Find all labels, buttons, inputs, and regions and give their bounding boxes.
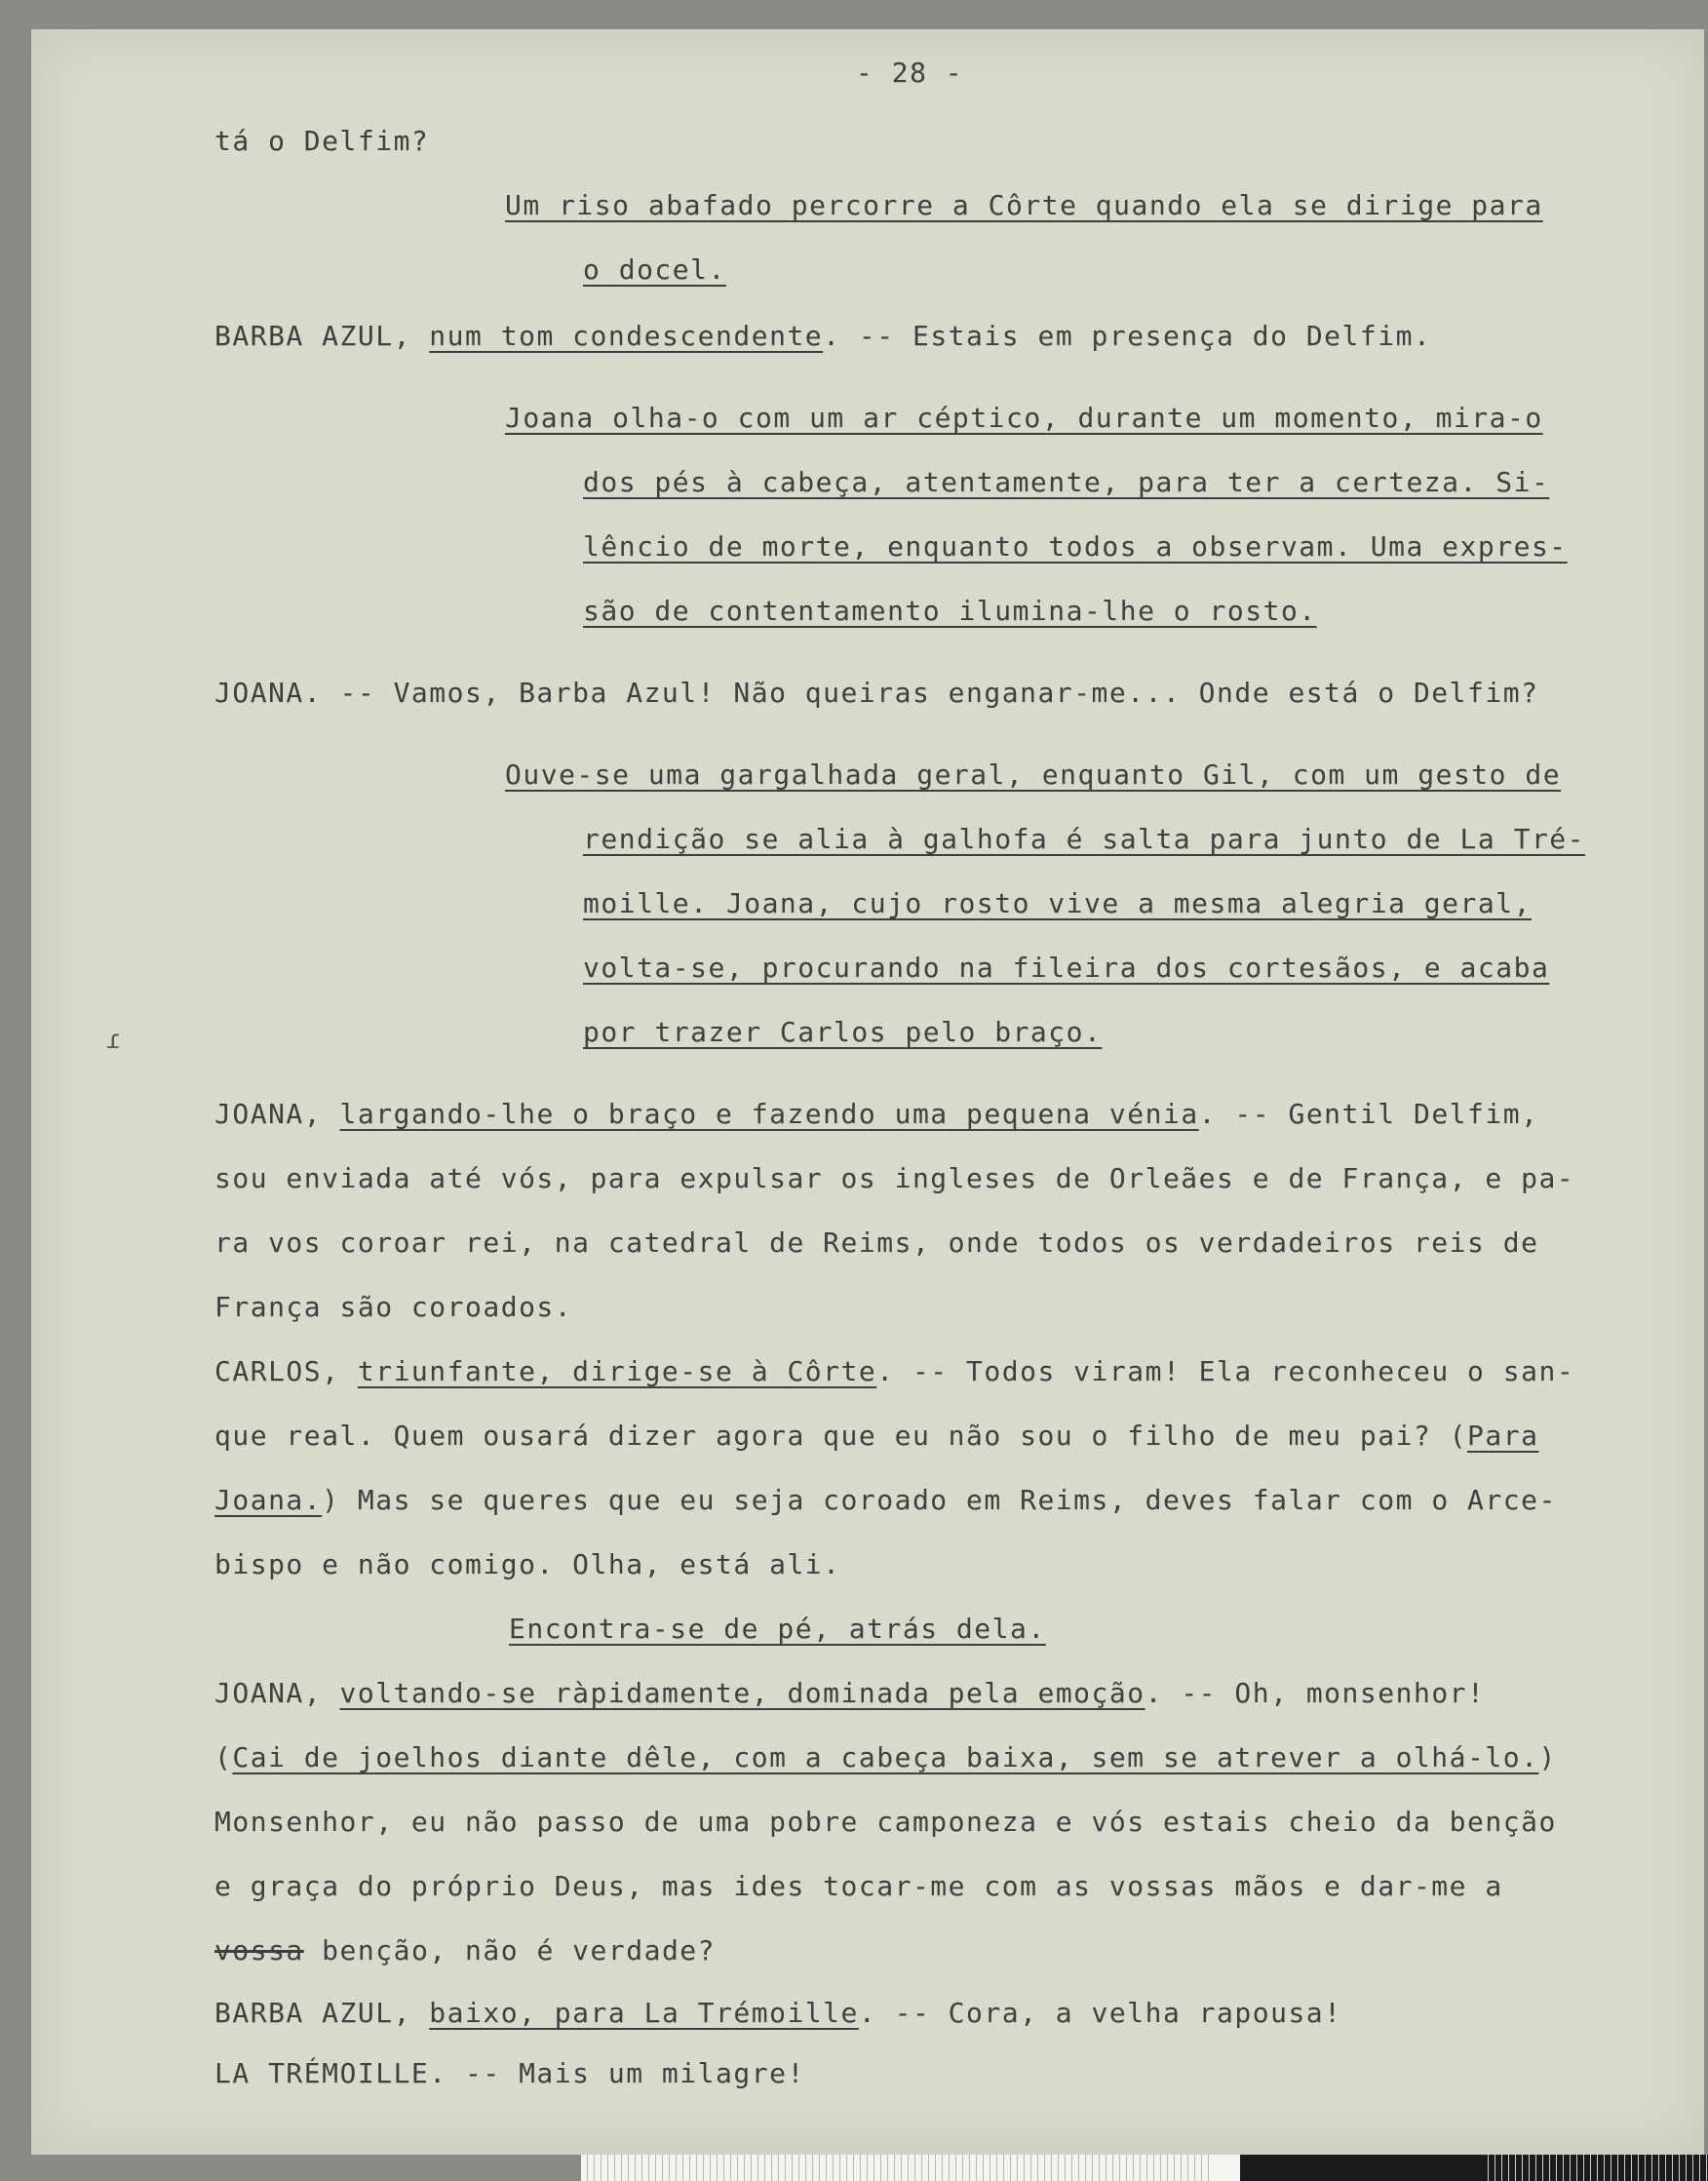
- dialogue-line: Monsenhor, eu não passo de uma pobre camponeza e vós estais cheio da benção: [214, 1806, 1557, 1838]
- stage-direction-line: Joana olha-o com um ar céptico, durante um momento, mira-o: [505, 402, 1543, 434]
- text-line: tá o Delfim?: [214, 125, 430, 157]
- dialogue-line: LA TRÉMOILLE. -- Mais um milagre!: [214, 2057, 805, 2089]
- color-scale-ticks: [1482, 2155, 1708, 2181]
- dialogue-line: CARLOS, triunfante, dirige-se à Côrte. -- Todos viram! Ela reconheceu o san-: [214, 1355, 1575, 1387]
- stage-direction-line: o docel.: [583, 253, 726, 286]
- stage-direction-line: Ouve-se uma gargalhada geral, enquanto Gil, com um gesto de: [505, 759, 1562, 791]
- dialogue-line: BARBA AZUL, num tom condescendente. -- Estais em presença do Delfim.: [214, 320, 1432, 352]
- stage-direction-line: são de contentamento ilumina-lhe o rosto.: [583, 595, 1317, 627]
- color-scale-gap: [1215, 2155, 1240, 2181]
- struck-word: vossa: [214, 1934, 304, 1967]
- dialogue-line: Joana.) Mas se queres que eu seja coroado em Reims, deves falar com o Arce-: [214, 1484, 1557, 1516]
- dialogue-line: (Cai de joelhos diante dêle, com a cabeça baixa, sem se atrever a olhá-lo.): [214, 1741, 1557, 1773]
- dialogue-line: que real. Quem ousará dizer agora que eu não sou o filho de meu pai? (Para: [214, 1420, 1539, 1452]
- dialogue-line: JOANA, voltando-se ràpidamente, dominada pela emoção. -- Oh, monsenhor!: [214, 1677, 1486, 1709]
- pencil-mark: ɾ: [105, 1026, 121, 1055]
- dialogue-line: e graça do próprio Deus, mas ides tocar-me com as vossas mãos e dar-me a: [214, 1870, 1503, 1902]
- typescript-page: [31, 29, 1704, 2155]
- stage-direction-line: por trazer Carlos pelo braço.: [583, 1016, 1103, 1048]
- dialogue-line: BARBA AZUL, baixo, para La Trémoille. -- Cora, a velha rapousa!: [214, 1997, 1342, 2029]
- dialogue-line: bispo e não comigo. Olha, está ali.: [214, 1548, 841, 1580]
- dialogue-line: França são coroados.: [214, 1291, 573, 1323]
- stage-direction-line: moille. Joana, cujo rosto vive a mesma alegria geral,: [583, 887, 1532, 919]
- stage-direction-line: dos pés à cabeça, atentamente, para ter a certeza. Si-: [583, 466, 1550, 498]
- stage-direction-line: lêncio de morte, enquanto todos a observam. Uma expres-: [583, 530, 1568, 563]
- page-number: - 28 -: [856, 57, 964, 89]
- stage-direction-line: volta-se, procurando na fileira dos cortesãos, e acaba: [583, 952, 1550, 984]
- color-scale-strip: [581, 2155, 1215, 2181]
- dialogue-line: vossa benção, não é verdade?: [214, 1934, 717, 1967]
- dialogue-line: ra vos coroar rei, na catedral de Reims, onde todos os verdadeiros reis de: [214, 1227, 1539, 1259]
- stage-direction-line: rendição se alia à galhofa é salta para junto de La Tré-: [583, 823, 1586, 855]
- dialogue-line: sou enviada até vós, para expulsar os ingleses de Orleães e de França, e pa-: [214, 1162, 1575, 1194]
- stage-direction-line: Um riso abafado percorre a Côrte quando ela se dirige para: [505, 189, 1543, 221]
- dialogue-line: JOANA, largando-lhe o braço e fazendo uma pequena vénia. -- Gentil Delfim,: [214, 1098, 1539, 1130]
- dialogue-line: JOANA. -- Vamos, Barba Azul! Não queiras enganar-me... Onde está o Delfim?: [214, 677, 1539, 709]
- stage-direction-line: Encontra-se de pé, atrás dela.: [509, 1613, 1046, 1645]
